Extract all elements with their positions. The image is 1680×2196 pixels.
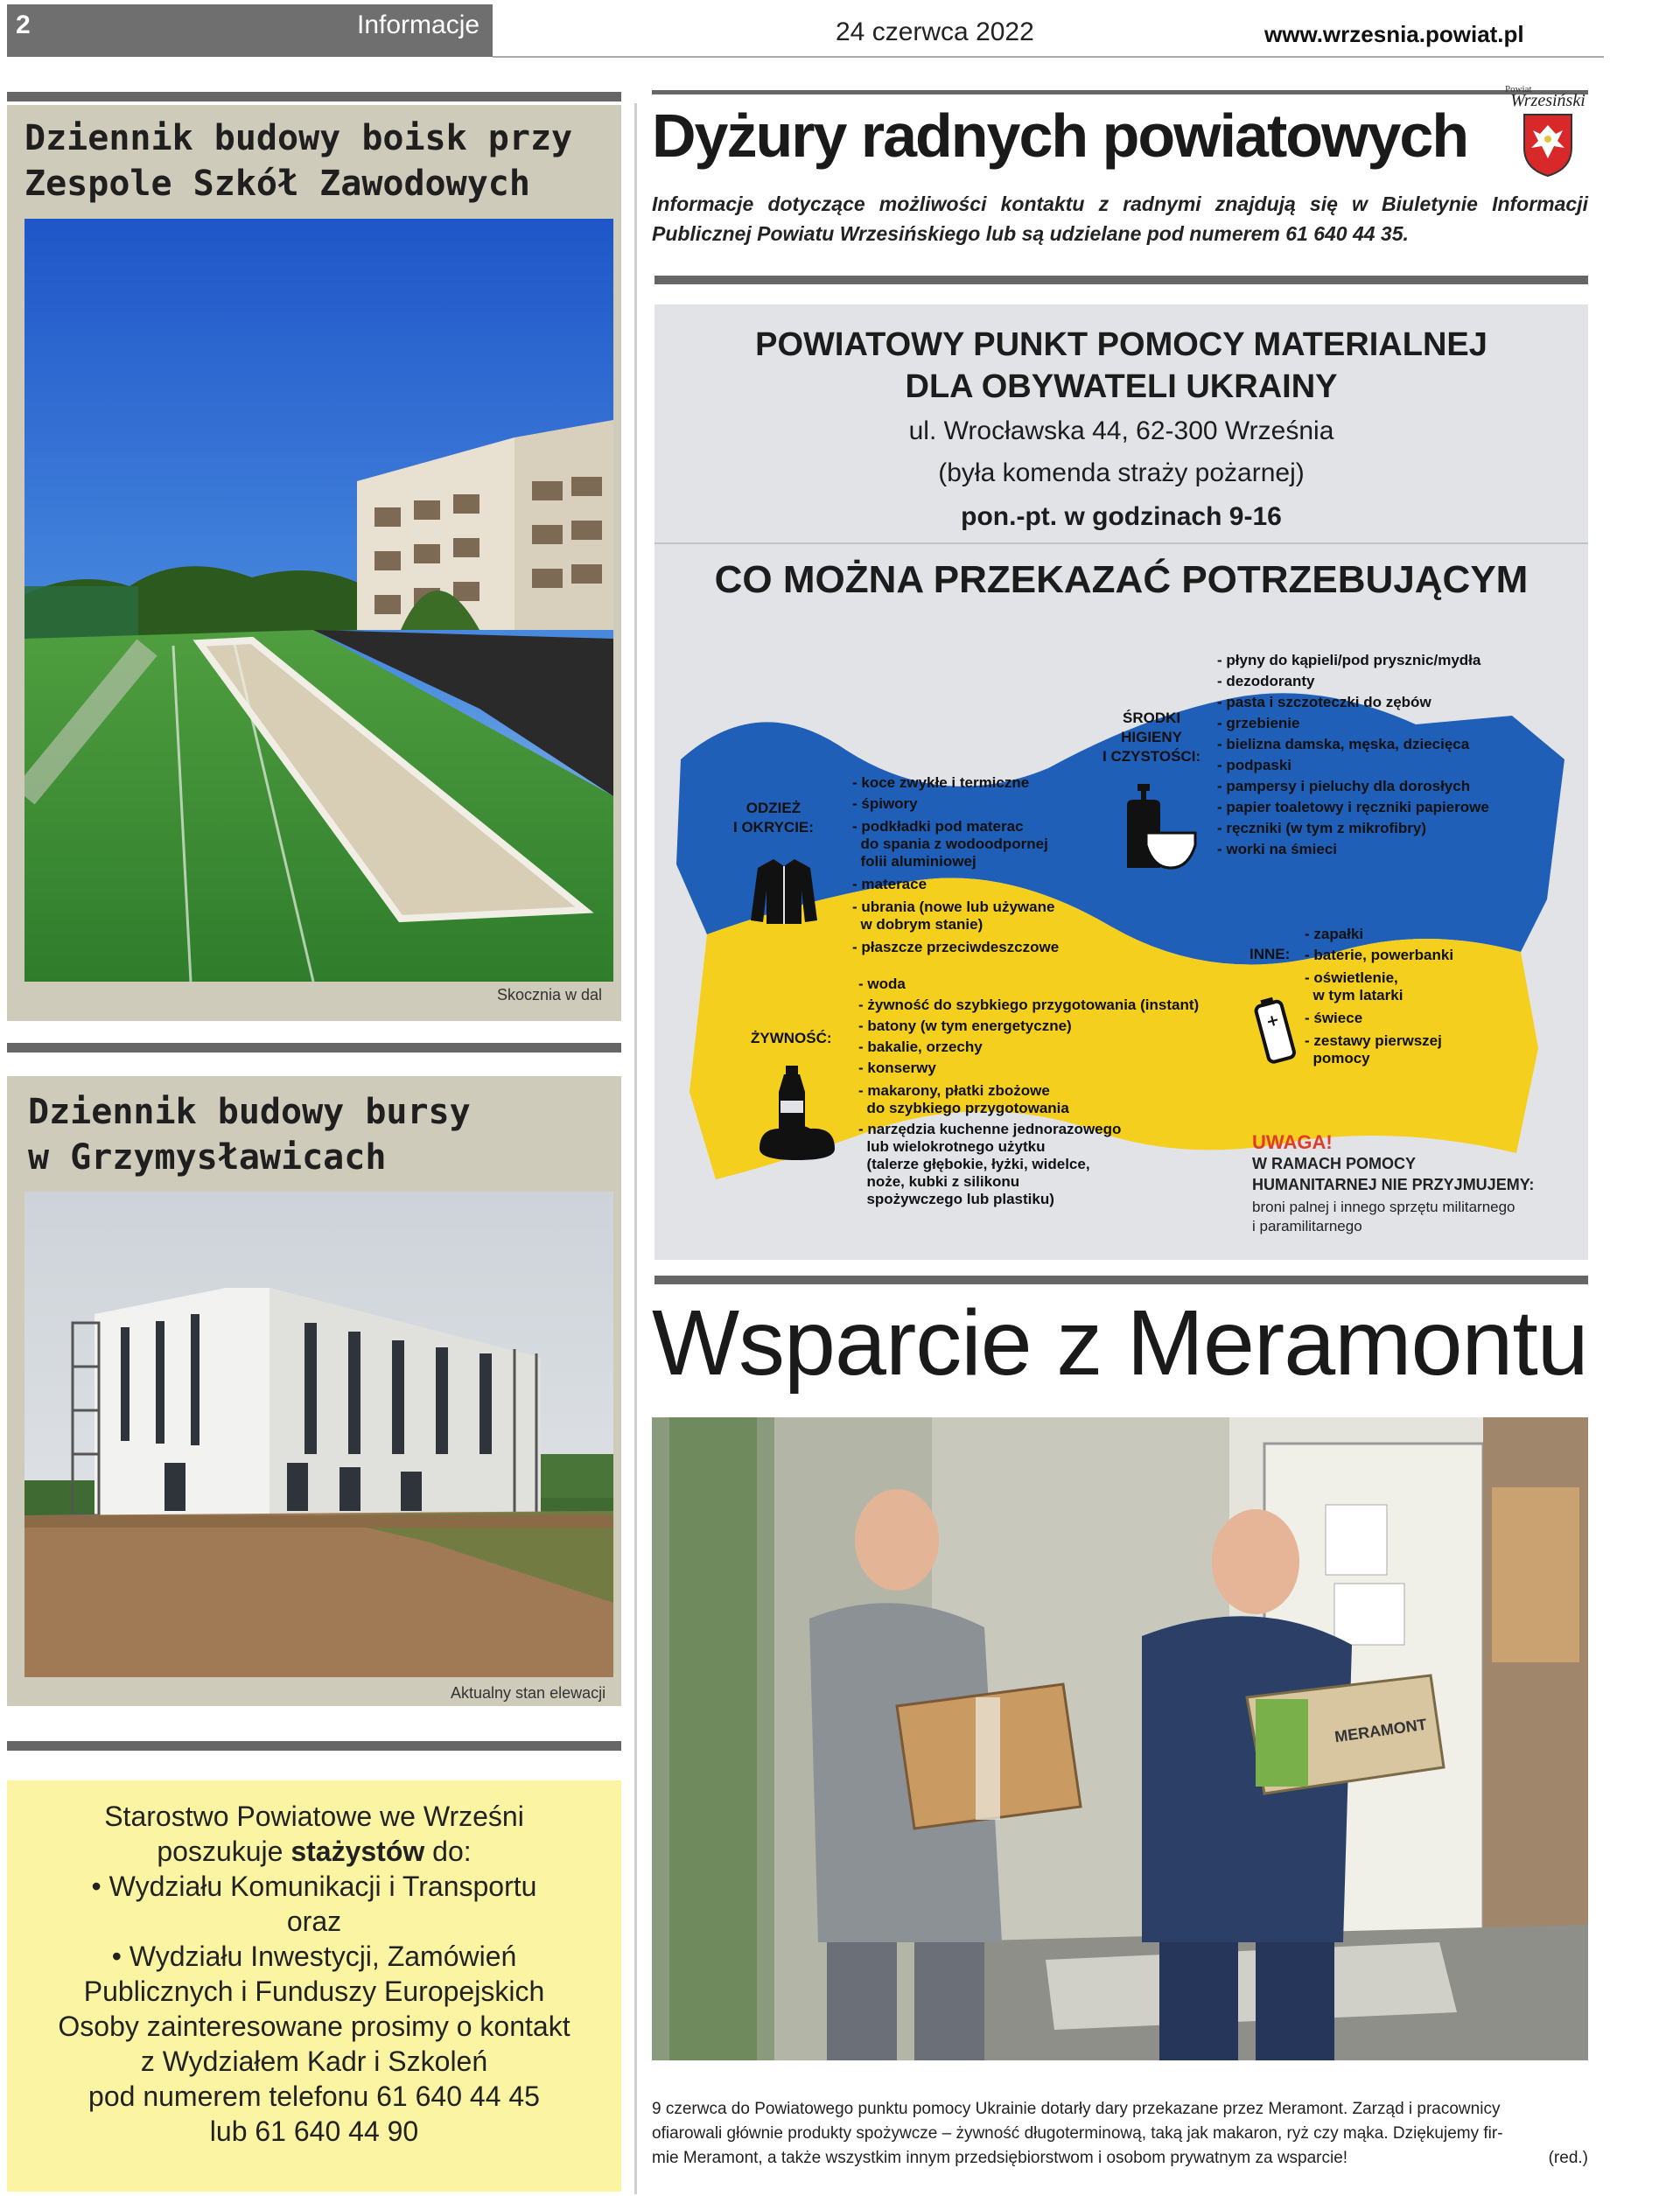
jacket-icon	[749, 856, 819, 926]
list-item: - materace	[852, 876, 928, 892]
caption-text: mie Meramont, a także wszystkim innym przedsiębiorstwom i osobom prywatnym za wsparcie!	[652, 2149, 1348, 2167]
category-label-clothes	[733, 799, 814, 837]
site-url[interactable]: www.wrzesnia.powiat.pl	[1264, 21, 1524, 47]
warning-title: UWAGA!	[1252, 1131, 1333, 1153]
duty-text: Informacje dotyczące możliwości kontaktu z radnymi znajdują się w Biuletynie Informacji Publicznej Powiatu Wrzesińskiego lub są udzielane pod numerem 61 640 44 35.	[652, 192, 1588, 245]
coat-of-arms-icon	[1522, 113, 1573, 178]
photo-caption: Aktualny stan elewacji	[451, 1684, 606, 1702]
internship-notice	[7, 1780, 621, 2192]
warning-line: HUMANITARNEJ NIE PRZYJMUJEMY:	[1252, 1176, 1535, 1193]
warning-line: i paramilitarnego	[1252, 1218, 1362, 1234]
list-item: - pasta i szczoteczki do zębów	[1217, 694, 1432, 710]
column-rule	[7, 92, 621, 101]
notice-line: Osoby zainteresowane prosimy o kontakt	[58, 2011, 570, 2042]
box-label: MERAMONT	[1334, 1715, 1428, 1746]
photo-illustration	[24, 1192, 613, 1677]
caption-line	[652, 2146, 1588, 2171]
column-rule	[654, 276, 1588, 284]
notice-text: poszukuje	[157, 1836, 291, 1867]
list-item: spożywczego lub plastiku)	[858, 1191, 1054, 1207]
notice-line: • Wydziału Komunikacji i Transportu	[91, 1871, 537, 1902]
list-item: - ręczniki (w tym z mikrofibry)	[1217, 820, 1426, 836]
article-title-line: Dziennik budowy boisk przy	[24, 118, 573, 158]
notice-line	[7, 1836, 621, 1868]
poster-note: (była komenda straży pożarnej)	[938, 458, 1305, 487]
notice-line: Starostwo Powiatowe we Wrześni	[104, 1801, 524, 1832]
caption-signature: (red.)	[1548, 2149, 1588, 2167]
list-item: - pampersy i pieluchy dla dorosłych	[1217, 778, 1471, 794]
bottle-bread-icon	[758, 1066, 836, 1162]
list-item: - grzebienie	[1217, 715, 1300, 731]
column-rule	[654, 1276, 1588, 1284]
category-label: I CZYSTOŚCI:	[1102, 748, 1201, 765]
category-label: HIGIENY	[1121, 729, 1182, 745]
photo-illustration	[24, 219, 613, 982]
list-item: - baterie, powerbanki	[1305, 947, 1454, 963]
logo-text: Wrzesiński	[1510, 91, 1586, 110]
list-item: - worki na śmieci	[1217, 841, 1337, 857]
poster-address: ul. Wrocławska 44, 62-300 Września	[908, 416, 1334, 445]
list-item: - oświetlenie,	[1305, 969, 1398, 986]
list-food	[858, 974, 1199, 1208]
list-item: noże, kubki z silikonu	[858, 1173, 1020, 1190]
list-item: pomocy	[1305, 1050, 1370, 1067]
list-item: - bielizna damska, męska, dziecięca	[1217, 736, 1470, 752]
list-item: - ubrania (nowe lub używane	[852, 899, 1055, 915]
notice-line: lub 61 640 44 90	[209, 2116, 419, 2147]
list-item: - papier toaletowy i ręczniki papierowe	[1217, 799, 1489, 815]
caption-line: 9 czerwca do Powiatowego punktu pomocy Ukrainie dotarły dary przekazane przez Meramont. Zarząd i pracownicy	[652, 2100, 1501, 2118]
article-title-duty: Dyżury radnych powiatowych	[652, 101, 1468, 170]
article-title-dormitory	[28, 1089, 471, 1180]
photo-long-jump-field	[24, 219, 613, 982]
poster-hours: pon.-pt. w godzinach 9-16	[961, 502, 1282, 531]
list-item: w tym latarki	[1305, 987, 1404, 1004]
list-item: do spania z wodoodpornej	[852, 836, 1048, 852]
photo-meramont-donation	[652, 1417, 1588, 2060]
list-other	[1305, 924, 1453, 1067]
list-item: - bakalie, orzechy	[858, 1039, 983, 1055]
list-item: - zapałki	[1305, 926, 1364, 942]
section-name: Informacje	[357, 10, 480, 39]
notice-line: • Wydziału Inwestycji, Zamówień	[111, 1941, 517, 1972]
poster-title: DLA OBYWATELI UKRAINY	[905, 368, 1338, 405]
column-rule	[7, 1741, 621, 1751]
list-item: - narzędzia kuchenne jednorazowego	[858, 1121, 1122, 1137]
list-item: do szybkiego przygotowania	[858, 1100, 1069, 1116]
county-logo	[1505, 84, 1591, 182]
list-item: - podpaski	[1217, 757, 1292, 773]
column-rule	[7, 1043, 621, 1053]
list-item: w dobrym stanie)	[852, 916, 984, 933]
list-item: - żywność do szybkiego przygotowania (instant)	[858, 997, 1200, 1013]
list-item: - koce zwykłe i termiczne	[852, 774, 1030, 791]
list-item: - płyny do kąpieli/pod prysznic/mydła	[1217, 652, 1481, 668]
notice-text: do:	[424, 1836, 472, 1867]
category-label-hygiene	[1102, 709, 1200, 766]
category-label: ODZIEŻ	[746, 800, 802, 816]
photo-dormitory-building	[24, 1192, 613, 1677]
issue-date: 24 czerwca 2022	[836, 17, 1034, 46]
column-divider	[634, 103, 637, 2194]
photo-caption: Skocznia w dal	[497, 986, 603, 1004]
article-title-line: w Grzymysławicach	[28, 1137, 387, 1178]
ukraine-aid-poster	[654, 304, 1588, 1260]
category-label-other: INNE:	[1250, 946, 1291, 962]
list-item: - konserwy	[858, 1060, 936, 1076]
soap-diaper-icon	[1118, 784, 1197, 871]
list-item: - podkładki pod materac	[852, 818, 1024, 835]
svg-text:+: +	[1264, 1010, 1282, 1032]
list-item: - woda	[858, 976, 906, 992]
category-label: ŚRODKI	[1122, 710, 1181, 726]
category-label-food: ŻYWNOŚĆ:	[751, 1030, 832, 1046]
notice-emphasis: stażystów	[290, 1836, 425, 1867]
notice-line: pod numerem telefonu 61 640 44 45	[88, 2081, 540, 2112]
article-title-line: Zespole Szkół Zawodowych	[24, 164, 530, 204]
notice-line: oraz	[286, 1906, 342, 1937]
list-item: - zestawy pierwszej	[1305, 1032, 1442, 1049]
list-item: - makarony, płatki zbożowe	[858, 1082, 1050, 1099]
page-number: 2	[16, 10, 31, 39]
header-rule	[493, 56, 1604, 58]
warning-line: W RAMACH POMOCY	[1252, 1155, 1416, 1172]
list-hygiene	[1217, 650, 1489, 860]
photo-illustration	[652, 1417, 1588, 2060]
column-rule	[652, 90, 1588, 94]
category-label: I OKRYCIE:	[733, 819, 814, 836]
article-title-fields	[24, 115, 572, 206]
list-item: - dezodoranty	[1217, 673, 1315, 689]
logo-text-small: Powiat	[1505, 84, 1532, 94]
notice-line: z Wydziałem Kadr i Szkoleń	[140, 2046, 488, 2077]
caption-line: ofiarowali głównie produkty spożywcze – żywność długoterminową, taką jak makaron, ryż czy mąka. Dziękujemy fir-	[652, 2124, 1503, 2143]
list-item: folii aluminiowej	[852, 853, 976, 870]
list-item: lub wielokrotnego użytku	[858, 1138, 1046, 1155]
article-title-meramont: Wsparcie z Meramontu	[652, 1291, 1588, 1395]
list-item: (talerze głębokie, łyżki, widelce,	[858, 1156, 1090, 1172]
meramont-caption	[652, 2097, 1588, 2171]
poster-title: POWIATOWY PUNKT POMOCY MATERIALNEJ	[755, 326, 1488, 363]
list-clothes	[852, 773, 1059, 958]
battery-icon	[1250, 996, 1302, 1066]
article-title-line: Dziennik budowy bursy	[28, 1092, 471, 1132]
list-item: - świece	[1305, 1010, 1363, 1026]
list-item: - płaszcze przeciwdeszczowe	[852, 939, 1060, 955]
poster-divider	[654, 542, 1588, 544]
list-item: - śpiwory	[852, 795, 918, 812]
poster-heading: CO MOŻNA PRZEKAZAĆ POTRZEBUJĄCYM	[714, 558, 1529, 601]
notice-line: Publicznych i Funduszy Europejskich	[83, 1976, 545, 2007]
warning-line: broni palnej i innego sprzętu militarnego	[1252, 1199, 1516, 1215]
list-item: - batony (w tym energetyczne)	[858, 1018, 1072, 1034]
